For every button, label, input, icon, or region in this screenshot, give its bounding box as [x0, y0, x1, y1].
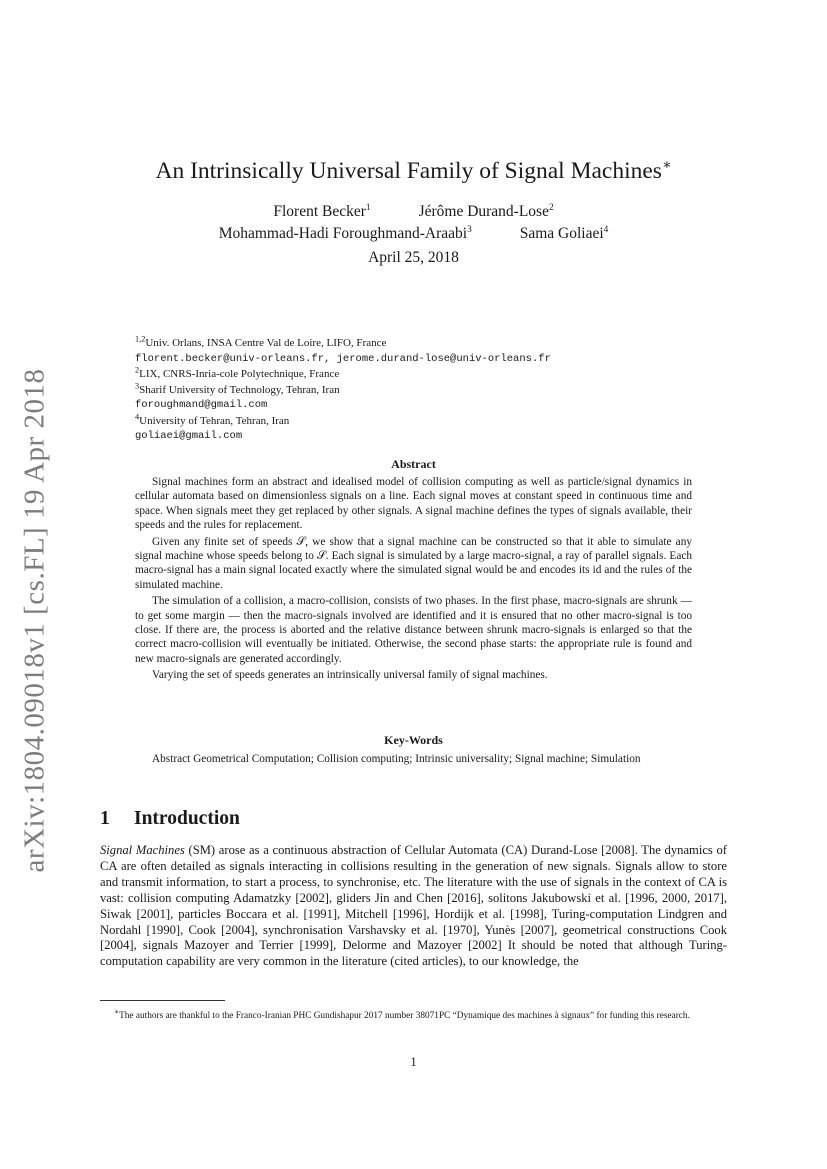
- footnote-rule: [100, 1000, 225, 1001]
- title-text: An Intrinsically Universal Family of Signal Machines: [155, 157, 662, 184]
- author: Mohammad-Hadi Foroughmand-Araabi$^3$: [218, 225, 472, 243]
- arxiv-stamp: [10, 368, 60, 872]
- paper-title: [100, 150, 727, 186]
- abstract-paragraph: Varying the set of speeds generates an intrinsically universal family of signal machines.: [152, 669, 548, 682]
- abstract-paragraph: The simulation of a collision, a macro-collision, consists of two phases. In the first phase, macro-signals are shrunk — to get some margin — then the macro-signals involved are identified and it is ensured that no other macro-signal is too close. If there are, the process is aborted and the relative distance between shrunk macro-signals is enlarged so that the correct macro-collision will eventually be initiated. Otherwise, the second phase starts: the appropriate rule is found and new macro-signals are generated accordingly.: [135, 595, 692, 665]
- section-title: Introduction: [134, 808, 240, 829]
- abstract-paragraph: Signal machines form an abstract and idealised model of collision computing as well as particle/signal dynamics in cellular automata based on dimensionless signals on a line. Each signal moves at constant speed in continuous time and space. When signals meet they get replaced by other signals. A signal machine defines the types of signals available, their speeds and the rules for replacement.: [135, 476, 692, 532]
- affiliation: $^3$Sharif University of Technology, Tehran, Iran: [135, 380, 340, 396]
- body-text: [100, 843, 727, 970]
- footnote-text: The authors are thankful to the Franco-Iranian PHC Gundishapur 2017 number 38071PC “Dynamique des machines à signaux” for funding this research.: [119, 1011, 690, 1022]
- author: Jérôme Durand-Lose$^2$: [418, 203, 554, 221]
- section-heading: [100, 808, 240, 830]
- intro-paragraph: Signal Machines (SM) arose as a continuous abstraction of Cellular Automata (CA) Durand-Lose [2008]. The dynamics of CA are often detailed as signals interacting in collisions resulting in the generation of new signals. Signals allow to store and transmit information, to start a process, to synchronise, etc. The literature with the use of signals in the context of CA is vast: collision computing Adamatzky [2002], gliders Jin and Chen [2016], solitons Jakubowski et al. [1996, 2000, 2017], Siwak [2001], particles Boccara et al. [1991], Mitchell [1996], Hordijk et al. [1998], Turing-computation Lindgren and Nordahl [1990], Cook [2004], synchronisation Varshavsky et al. [1970], Yunès [2007], geometrical constructions Cook [2004], signals Mazoyer and Terrier [1999], Delorme and Mazoyer [2002] It should be noted that although Turing-computation capability are very common in the literature (cited articles), to our knowledge, the: [100, 843, 727, 969]
- abstract: [135, 475, 692, 685]
- email-line: foroughmand@gmail.com: [135, 399, 268, 411]
- abstract-paragraph: Given any finite set of speeds 𝒮, we show that a signal machine can be constructed so that it able to simulate any signal machine whose speeds belong to 𝒮. Each signal is simulated by a large macro-signal, a ray of parallel signals. Each macro-signal has a main signal located exactly where the simulated signal would be and encodes its id and the rules of the simulated machine.: [135, 535, 692, 591]
- intro-lead: Signal Machines: [100, 843, 185, 857]
- affiliation: $^2$LIX, CNRS-Inria-cole Polytechnique, France: [135, 365, 340, 380]
- author: Florent Becker$^1$: [273, 203, 371, 221]
- author-list: [100, 199, 727, 243]
- footnote: [100, 1006, 727, 1022]
- title-footnote-mark: ∗: [661, 157, 672, 173]
- affiliations: [135, 336, 695, 445]
- email-line: florent.becker@univ-orleans.fr, jerome.durand-lose@univ-orleans.fr: [135, 352, 551, 365]
- footnote-mark: ∗: [114, 1007, 120, 1016]
- arxiv-stamp-text: arXiv:1804.09018v1 [cs.FL] 19 Apr 2018: [18, 368, 51, 872]
- keywords: Abstract Geometrical Computation; Collision computing; Intrinsic universality; Signal machine; Simulation: [152, 753, 641, 765]
- email-line: goliaei@gmail.com: [135, 430, 243, 442]
- affiliation: $^{1,2}$Univ. Orlans, INSA Centre Val de Loire, LIFO, France: [135, 334, 387, 349]
- page-number: 1: [410, 1055, 417, 1069]
- author: Sama Goliaei$^4$: [519, 225, 609, 243]
- affiliation: $^4$University of Tehran, Tehran, Iran: [135, 411, 290, 427]
- paper-date: April 25, 2018: [368, 249, 459, 266]
- abstract-heading: Abstract: [391, 457, 436, 471]
- keywords-heading: Key-Words: [384, 733, 443, 747]
- section-number: 1: [100, 808, 110, 829]
